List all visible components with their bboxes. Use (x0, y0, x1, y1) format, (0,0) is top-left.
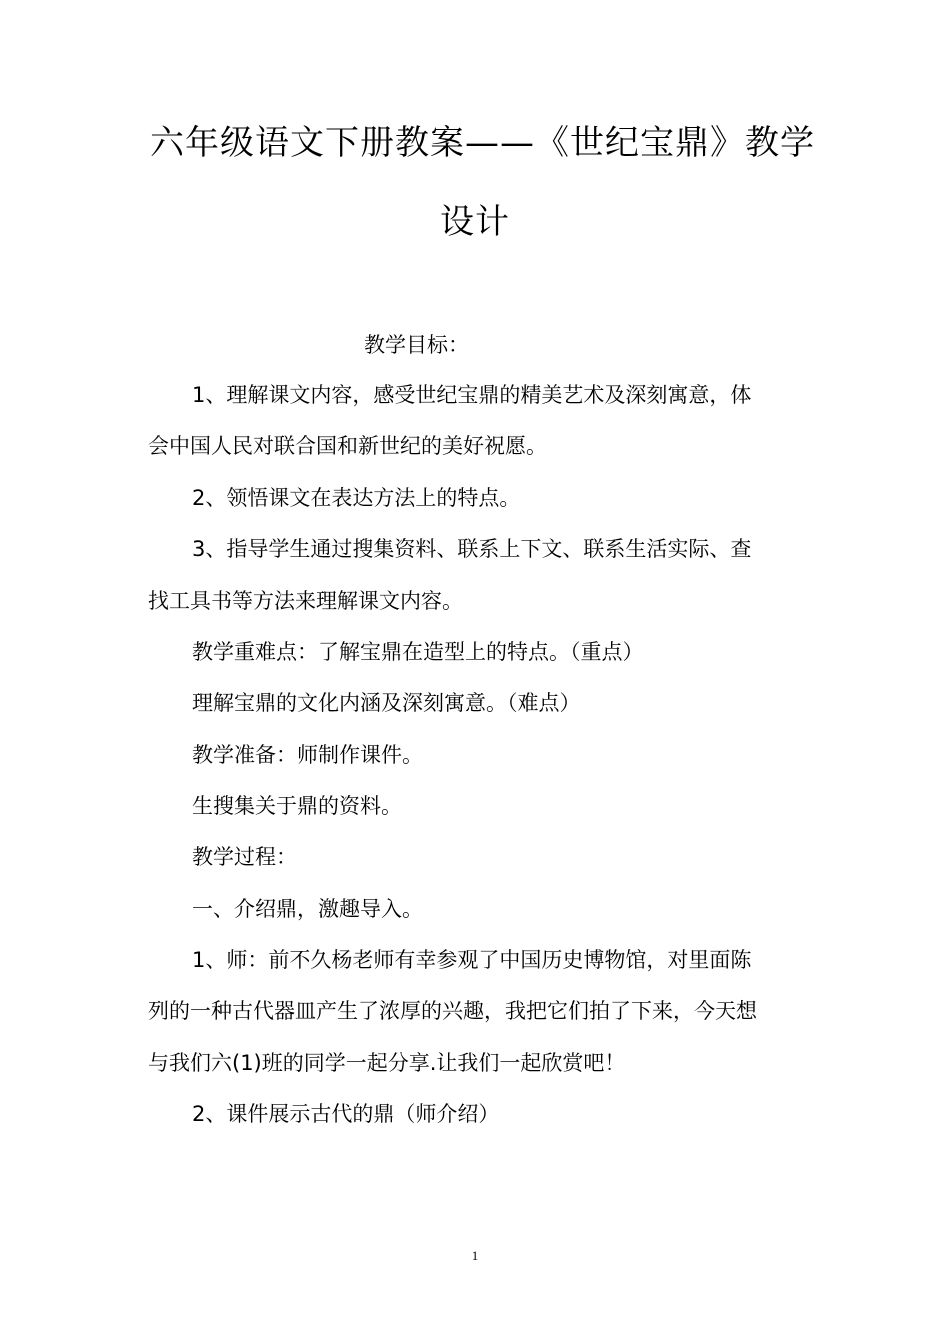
page-number: 1 (471, 1248, 479, 1263)
objective-1-line-2: 会中国人民对联合国和新世纪的美好祝愿。 (148, 434, 547, 458)
document-title-line-2: 设计 (440, 202, 510, 242)
objective-2: 2、领悟课文在表达方法上的特点。 (192, 486, 521, 510)
process-item-1-line-2: 列的一种古代器皿产生了浓厚的兴趣，我把它们拍了下来，今天想 (148, 999, 757, 1023)
preparation-student: 生搜集关于鼎的资料。 (192, 794, 402, 818)
objective-3-line-1: 3、指导学生通过搜集资料、联系上下文、联系生活实际、查 (192, 537, 752, 561)
objective-1-line-1: 1、理解课文内容，感受世纪宝鼎的精美艺术及深刻寓意，体 (192, 383, 752, 407)
key-points: 教学重难点：了解宝鼎在造型上的特点。（重点） (192, 640, 644, 664)
document-title-line-1: 六年级语文下册教案——《世纪宝鼎》教学 (150, 123, 815, 163)
preparation-teacher: 教学准备：师制作课件。 (192, 743, 423, 767)
difficult-points: 理解宝鼎的文化内涵及深刻寓意。（难点） (192, 691, 581, 715)
process-step-1-heading: 一、介绍鼎，激趣导入。 (192, 897, 423, 921)
process-item-1-line-3: 与我们六(1)班的同学一起分享.让我们一起欣赏吧！ (148, 1051, 626, 1075)
section-heading-objectives: 教学目标： (364, 333, 469, 357)
process-item-2: 2、课件展示古代的鼎（师介绍） (192, 1102, 500, 1126)
process-item-1-line-1: 1、师：前不久杨老师有幸参观了中国历史博物馆，对里面陈 (192, 948, 752, 972)
section-heading-process: 教学过程： (192, 845, 297, 869)
objective-3-line-2: 找工具书等方法来理解课文内容。 (148, 589, 463, 613)
